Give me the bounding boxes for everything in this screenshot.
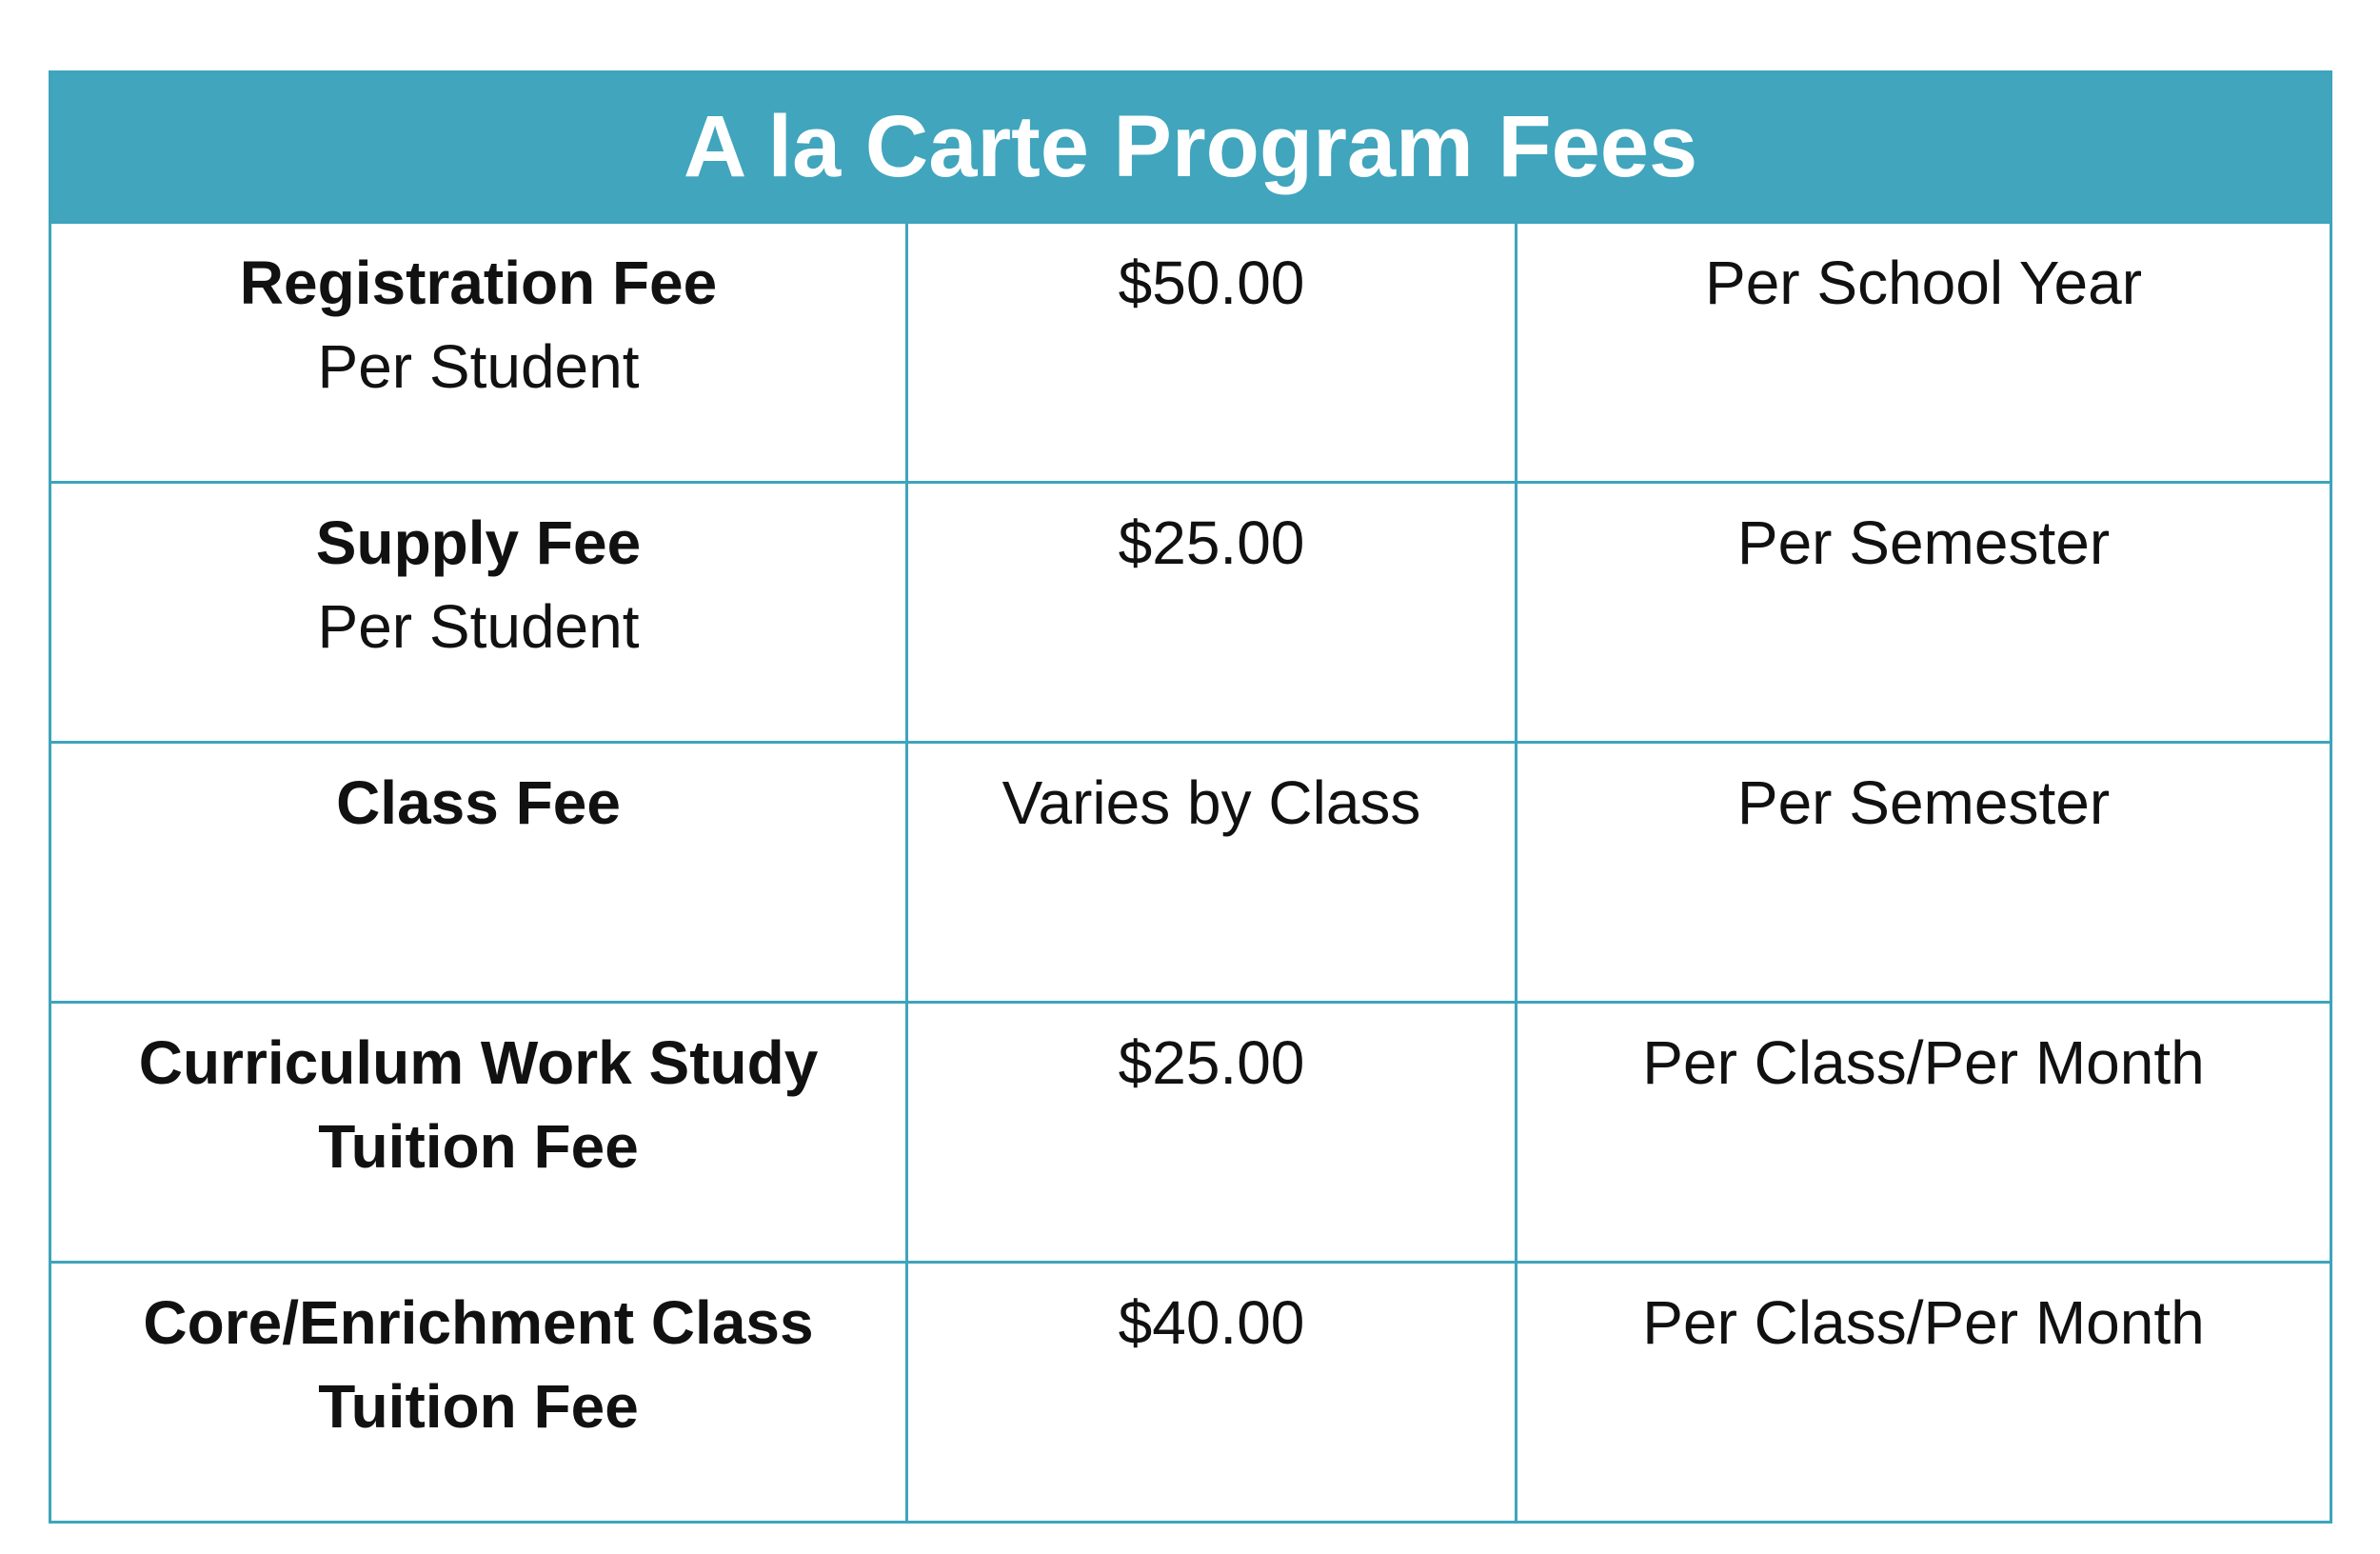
fee-name: Class Fee [336,768,621,837]
fee-frequency: Per School Year [1705,249,2142,317]
table-row [51,741,2330,1001]
table-title: A la Carte Program Fees [683,98,1698,195]
fee-frequency-cell [1517,744,2330,1001]
fee-amount-cell [908,1004,1517,1261]
fee-amount-cell [908,484,1517,741]
fee-frequency: Per Class/Per Month [1642,1028,2205,1097]
table-body [51,221,2330,1521]
table-row [51,1001,2330,1261]
fee-name-cell [51,1004,908,1261]
table-row [51,221,2330,481]
fee-frequency: Per Class/Per Month [1642,1288,2205,1357]
fee-table [49,70,2332,1524]
fee-name-cell [51,744,908,1001]
fee-name: Registration Fee [239,249,718,317]
fee-name-cell [51,1264,908,1521]
fee-name-cell [51,224,908,481]
fee-amount: Varies by Class [1002,768,1421,837]
fee-unit: Per Student [317,332,640,401]
fee-name: Core/Enrichment Class [143,1288,814,1357]
table-row [51,481,2330,741]
fee-unit: Per Student [317,592,640,661]
fee-amount-cell [908,744,1517,1001]
fee-frequency: Per Semester [1736,508,2111,577]
fee-name-cell [51,484,908,741]
fee-amount: $25.00 [1118,508,1305,577]
fee-amount: $50.00 [1118,249,1305,317]
fee-frequency-cell [1517,1264,2330,1521]
fee-frequency-cell [1517,224,2330,481]
fee-amount-cell [908,224,1517,481]
fee-amount: $40.00 [1118,1288,1305,1357]
table-header [51,73,2330,221]
fee-frequency-cell [1517,484,2330,741]
table-row [51,1261,2330,1521]
fee-frequency: Per Semester [1736,768,2111,837]
fee-name: Curriculum Work Study [138,1028,819,1097]
fee-name: Supply Fee [315,508,642,577]
fee-amount: $25.00 [1118,1028,1305,1097]
fee-name-continued: Tuition Fee [318,1372,639,1441]
fee-name-continued: Tuition Fee [318,1112,639,1181]
fee-amount-cell [908,1264,1517,1521]
fee-frequency-cell [1517,1004,2330,1261]
